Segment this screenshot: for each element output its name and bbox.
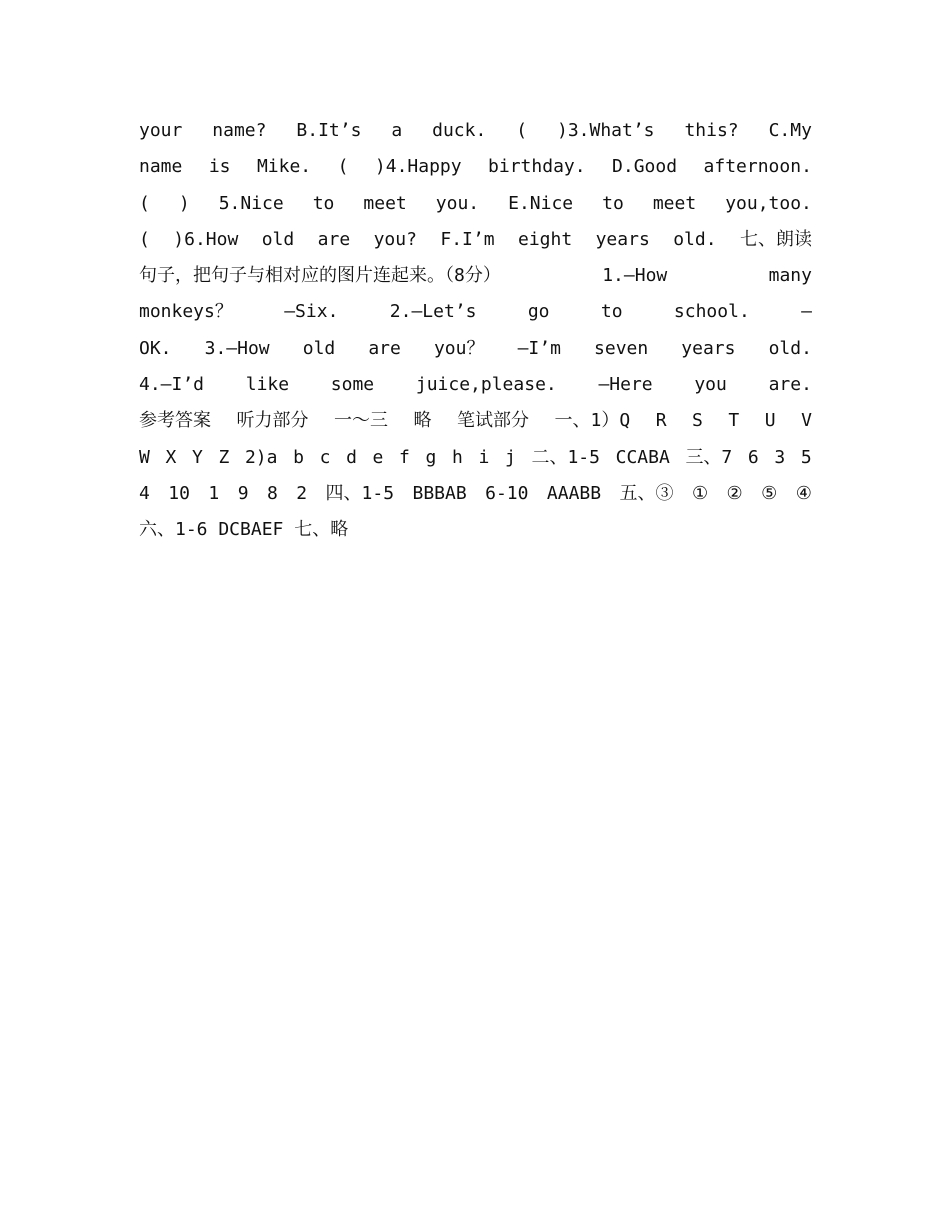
text-word: go	[527, 301, 550, 323]
text-word: 1.—How	[602, 265, 668, 287]
text-word: E.Nice	[508, 192, 574, 214]
text-word: 2	[296, 482, 308, 504]
text-word: g	[425, 446, 437, 468]
text-word: 1	[208, 482, 220, 504]
text-word: name?	[212, 120, 267, 141]
text-word: are.	[768, 374, 812, 396]
text-word: are	[368, 337, 401, 359]
text-word: W	[139, 446, 150, 468]
text-word: 5	[800, 446, 812, 468]
text-word: 9	[237, 482, 249, 504]
text-line	[139, 512, 812, 548]
text-word: c	[319, 446, 331, 468]
text-word: 2.—Let’s	[389, 301, 477, 323]
text-word: X	[165, 446, 177, 468]
text-word: 6-10	[485, 482, 529, 504]
text-word: your	[139, 120, 183, 141]
text-word: you	[694, 374, 727, 396]
text-word: old	[302, 337, 336, 359]
text-word: )3.What’s	[556, 120, 655, 141]
text-word: b	[293, 446, 304, 468]
text-word: Mike.	[256, 156, 312, 178]
text-line	[139, 113, 812, 149]
text-word: a	[391, 120, 403, 141]
text-word: Z	[218, 446, 230, 468]
text-word: to	[312, 192, 335, 214]
text-word: ①	[691, 482, 709, 504]
text-word: 五、③	[619, 482, 674, 504]
text-word: —Six.	[284, 301, 339, 323]
text-word: 四、1-5	[325, 482, 395, 504]
text-word: h	[452, 446, 463, 468]
text-word: are	[317, 228, 351, 250]
text-word: —I’m	[517, 337, 561, 359]
text-word: name	[139, 156, 183, 178]
text-line	[139, 331, 812, 367]
text-line	[139, 149, 812, 185]
text-word: 3.—How	[204, 337, 270, 359]
text-word: AAABB	[546, 482, 602, 504]
text-line	[139, 367, 812, 403]
text-word: 4.—I’d	[139, 374, 205, 396]
text-word: U	[764, 410, 776, 432]
text-word: j	[504, 446, 516, 468]
text-word: )4.Happy	[374, 156, 462, 178]
text-word: F.I’m	[440, 228, 495, 250]
text-word: i	[478, 446, 490, 468]
text-word: (	[337, 156, 349, 178]
text-word: 笔试部分	[457, 410, 529, 432]
text-word: B.It’s	[296, 120, 362, 141]
text-word: D.Good	[612, 156, 678, 178]
text-word: school.	[673, 301, 750, 323]
text-word: 4	[139, 482, 150, 504]
text-word: like	[245, 374, 290, 396]
text-word: Y	[191, 446, 203, 468]
text-word: meet	[363, 192, 407, 214]
text-word: 三、7	[685, 446, 733, 468]
text-word: 2)a	[244, 446, 278, 468]
text-line	[139, 258, 812, 294]
text-word: 8	[266, 482, 278, 504]
text-word: 6	[747, 446, 759, 468]
text-word: 参考答案	[139, 410, 211, 432]
text-word: )6.How	[173, 228, 239, 250]
text-word: some	[330, 374, 375, 396]
text-word: is	[208, 156, 231, 178]
text-word: seven	[594, 337, 649, 359]
text-word: 3	[774, 446, 786, 468]
text-word: you?	[373, 228, 417, 250]
text-word: C.My	[768, 120, 812, 141]
text-word: (	[139, 228, 150, 250]
text-word: BBBAB	[412, 482, 467, 504]
text-word: 二、1-5	[531, 446, 600, 468]
text-word: years	[681, 337, 736, 359]
text-word: many	[768, 265, 812, 287]
text-line	[139, 403, 812, 439]
text-word: juice,please.	[415, 374, 557, 396]
text-word: duck.	[432, 120, 487, 141]
text-word: —	[801, 301, 812, 323]
text-word: 一～三	[334, 410, 388, 432]
text-word: d	[346, 446, 357, 468]
text-word: old.	[673, 228, 717, 250]
text-word: monkeys？	[139, 301, 233, 323]
text-word: 略	[413, 410, 432, 432]
text-word: this?	[684, 120, 739, 141]
text-word: )	[178, 192, 190, 214]
text-word: you？	[433, 337, 485, 359]
text-word: 5.Nice	[218, 192, 284, 214]
text-word: 七、朗读	[739, 228, 812, 250]
text-word: you.	[435, 192, 480, 214]
text-word: afternoon.	[703, 156, 812, 178]
text-word: ②	[726, 482, 743, 504]
text-line	[139, 476, 812, 512]
text-word: S	[692, 410, 703, 432]
text-word: f	[399, 446, 410, 468]
text-word: meet	[652, 192, 697, 214]
text-line	[139, 222, 812, 258]
text-word: (	[516, 120, 528, 141]
text-word: OK.	[139, 337, 172, 359]
text-word: R	[655, 410, 667, 432]
text-word: old	[261, 228, 295, 250]
text-word: to	[600, 301, 623, 323]
text-word: old.	[768, 337, 812, 359]
text-word: ⑤	[761, 482, 778, 504]
text-word: eight	[517, 228, 573, 250]
text-word: 句子，把句子与相对应的图片连起来。（8分）	[139, 265, 501, 287]
text-word: 六、1-6 DCBAEF 七、略	[139, 519, 349, 541]
text-word: to	[602, 192, 624, 214]
text-word: T	[728, 410, 740, 432]
text-word: (	[139, 192, 150, 214]
document-body	[139, 113, 812, 549]
text-word: ④	[795, 482, 812, 504]
text-word: e	[372, 446, 384, 468]
text-word: you,too.	[725, 192, 812, 214]
text-word: 听力部分	[236, 410, 309, 432]
text-line	[139, 294, 812, 330]
text-word: V	[801, 410, 812, 432]
text-word: 10	[168, 482, 190, 504]
text-word: birthday.	[488, 156, 586, 178]
text-word: 一、1）Q	[554, 410, 631, 432]
text-word: CCABA	[615, 446, 670, 468]
text-word: years	[595, 228, 650, 250]
text-line	[139, 186, 812, 222]
text-line	[139, 440, 812, 476]
text-word: —Here	[598, 374, 653, 396]
